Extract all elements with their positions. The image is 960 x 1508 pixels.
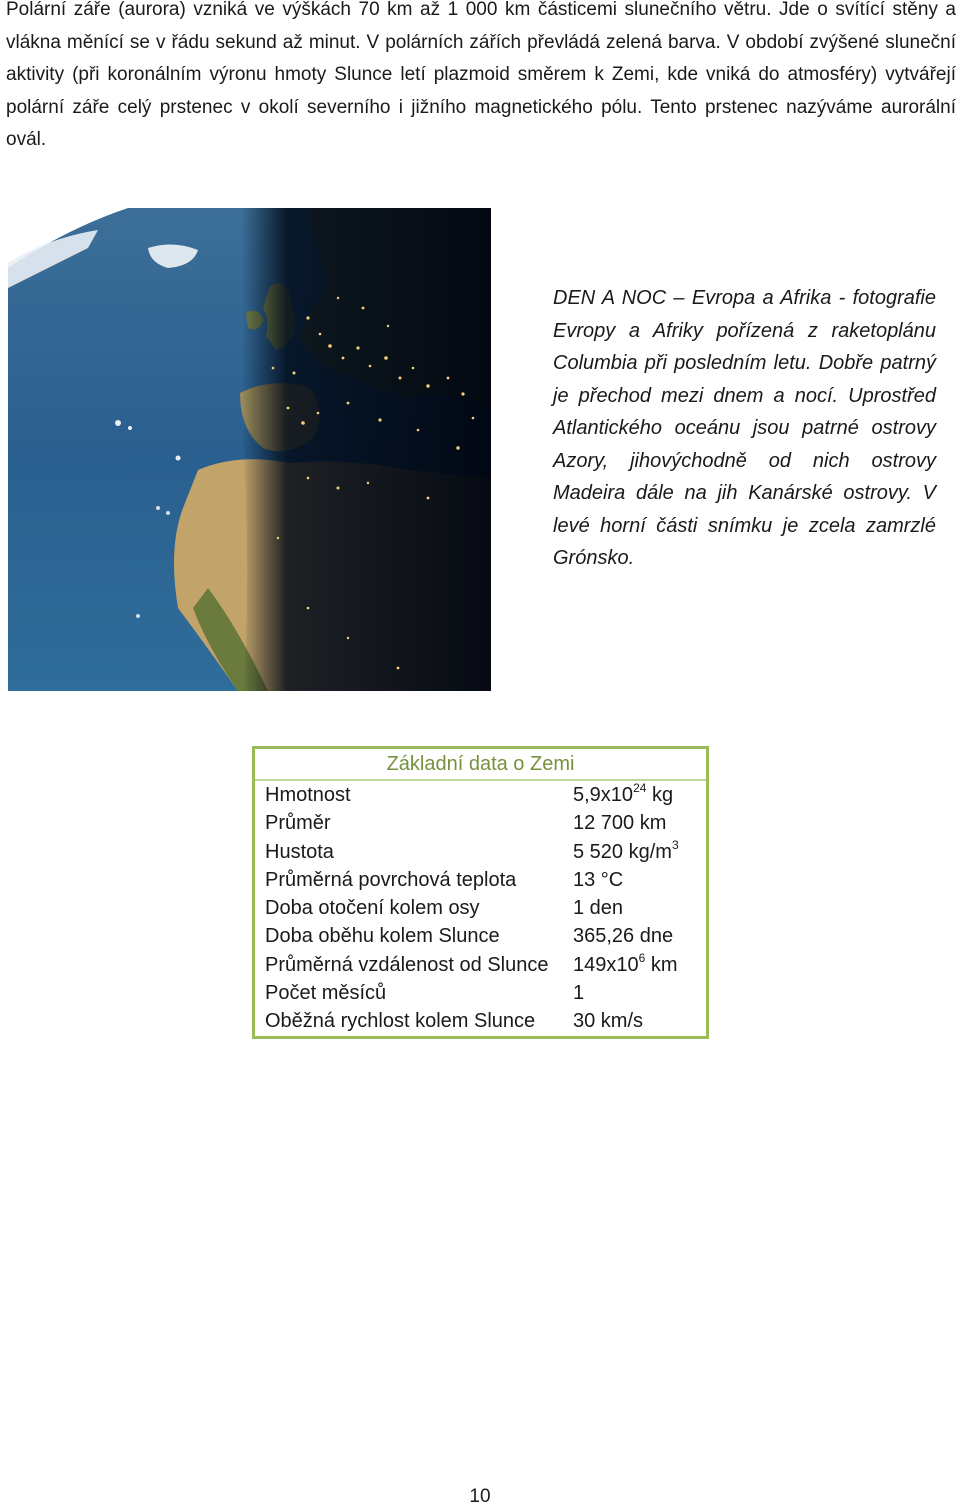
- row-label: Počet měsíců: [265, 982, 387, 1005]
- row-value: [573, 922, 706, 950]
- row-value-main: 1: [573, 982, 585, 1005]
- row-value-unit: km: [645, 953, 678, 976]
- row-label: Doba otočení kolem osy: [265, 897, 480, 920]
- row-value: [573, 951, 706, 979]
- row-value-unit: kg: [646, 784, 674, 806]
- photo-caption: DEN A NOC – Evropa a Afrika - fotografie Evropy a Afriky pořízená z raketoplánu Columbia při posledním letu. Dobře patrný je přechod mezi dnem a nocí. Uprostřed Atlantického oceánu jsou patrné ostrovy Azory, jihovýchodně od nich ostrovy Madeira dále na jih Kanárské ostrovy. V levé horní části snímku je zcela zamrzlé Grónsko.: [553, 287, 936, 569]
- row-value-main: 365,26 dne: [573, 925, 674, 948]
- row-value: [573, 809, 706, 837]
- table-row: [255, 838, 706, 866]
- row-value: [573, 979, 706, 1007]
- row-label: Průměrná povrchová teplota: [265, 868, 517, 891]
- table-row: [255, 781, 706, 809]
- row-value-exponent: 3: [671, 837, 679, 852]
- row-label: Oběžná rychlost kolem Slunce: [265, 1010, 536, 1033]
- earth-day-night-photo: [8, 208, 491, 691]
- earth-data-table: [252, 746, 709, 1039]
- table-row: [255, 922, 706, 950]
- table-row: [255, 1007, 706, 1035]
- row-value-exponent: 24: [633, 781, 647, 795]
- intro-paragraph: Polární záře (aurora) vzniká ve výškách 70 km až 1 000 km částicemi slunečního větru. Jde o svítící stěny a vlákna měnící se v řádu sekund až minut. V polárních zářích převládá zelená barva. V období zvýšené sluneční aktivity (při koronálním výronu hmoty Slunce letí plazmoid směrem k Zemi, kde vniká do atmosféry) vytvářejí polární záře celý prstenec v okolí severního i jižního magnetického pólu. Tento prstenec nazýváme aurorální ovál.: [6, 0, 956, 150]
- row-value: [573, 894, 706, 922]
- row-value-main: 149x10: [573, 953, 639, 976]
- table-body: [255, 781, 706, 1036]
- row-value-main: 5,9x10: [573, 784, 634, 806]
- row-label: Hustota: [265, 840, 334, 863]
- row-label: Průměrná vzdálenost od Slunce: [265, 953, 549, 976]
- row-label: Průměr: [265, 812, 331, 835]
- row-value-main: 1 den: [573, 897, 624, 920]
- table-row: [255, 809, 706, 837]
- row-value: [573, 781, 706, 809]
- table-row: [255, 894, 706, 922]
- row-value-main: 5 520 kg/m: [573, 840, 672, 863]
- row-value: [573, 838, 706, 866]
- row-value-main: 12 700 km: [573, 812, 667, 835]
- row-value-main: 13 °C: [573, 868, 624, 891]
- row-label: Hmotnost: [265, 784, 351, 806]
- row-label: Doba oběhu kolem Slunce: [265, 925, 500, 948]
- row-value-exponent: 6: [638, 950, 646, 965]
- table-row: [255, 979, 706, 1007]
- row-value: [573, 866, 706, 894]
- row-value: [573, 1007, 706, 1035]
- table-title: Základní data o Zemi: [255, 749, 706, 781]
- table-row: [255, 866, 706, 894]
- row-value-main: 30 km/s: [573, 1010, 644, 1033]
- page-number: 10: [469, 1486, 491, 1507]
- table-row: [255, 951, 706, 979]
